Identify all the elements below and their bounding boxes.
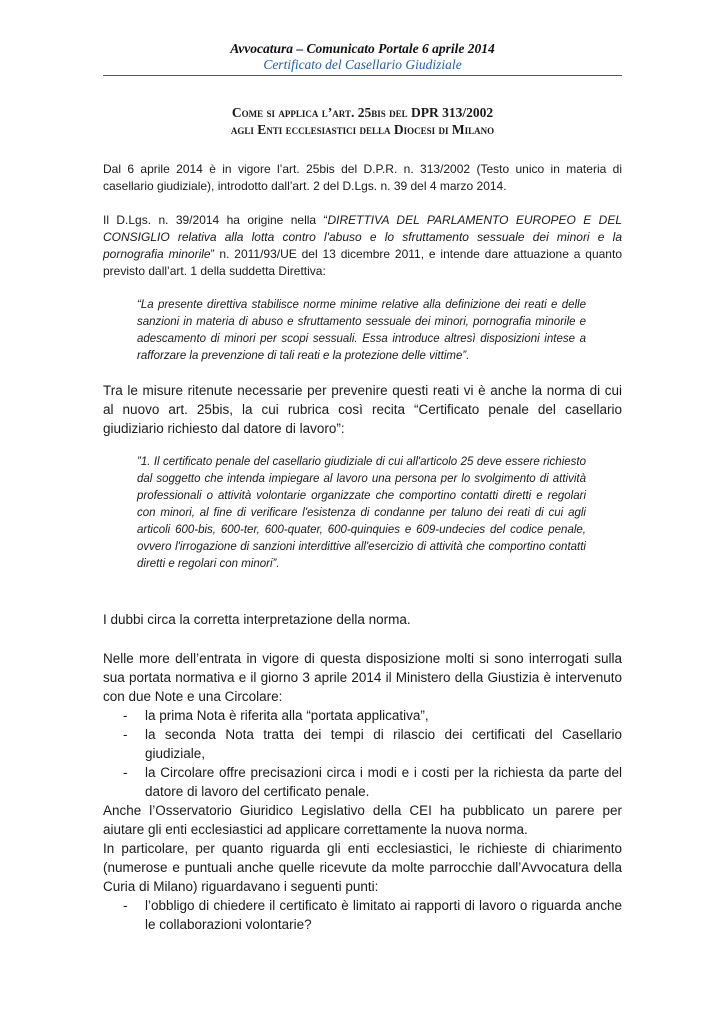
quote-article-25bis: ”1. Il certificato penale del casellario giudiziale di cui all'articolo 25 deve essere richiesto dal soggetto che intenda impiegare al lavoro una persona per lo svolgimento di attività professionali o attività volontarie organizzate che comportino contatti diretti e regolari con minori, al fine di verificare l'esistenza di condanne per taluno dei reati di cui agli articoli 600-bis, 600-ter, 600-quater, 600-quinquies e 609-undecies del codice penale, ovvero l'irrogazione di sanzioni interdittive all'esercizio di attività che comportino contatti diretti e regolari con minori”. [137, 456, 586, 570]
dash-bullet: - [123, 898, 128, 913]
paragraph-2-pre: Il D.Lgs. n. 39/2014 ha origine nella “ [103, 213, 328, 227]
dash-bullet: - [123, 708, 128, 723]
document-title [103, 104, 622, 138]
paragraph-2 [103, 212, 622, 280]
paragraph-3: Tra le misure ritenute necessarie per prevenire questi reati vi è anche la norma di cui al nuovo art. 25bis, la cui rubrica così recita “Certificato penale del casellario giudiziario richiesto dal datore di lavoro”: [103, 383, 622, 436]
header-line-1: Avvocatura – Comunicato Portale 6 aprile 2014 [230, 41, 495, 56]
paragraph-4: Nelle more dell’entrata in vigore di questa disposizione molti si sono interrogati sulla sua portata normativa e il giorno 3 aprile 2014 il Ministero della Giustizia è intervenuto con due Note e una Circolare: [103, 651, 622, 704]
list-item [103, 896, 622, 934]
title-line-2: agli Enti ecclesiastici della Diocesi di Milano [230, 122, 495, 137]
list-item-text: l’obbligo di chiedere il certificato è limitato ai rapporti di lavoro o riguarda anche le collaborazioni volontarie? [145, 898, 622, 932]
list-questions [103, 896, 622, 934]
paragraph-6: In particolare, per quanto riguarda gli enti ecclesiastici, le richieste di chiarimento (numerose e puntuali anche quelle ricevute da molte parrocchie dall’Avvocatura della Curia di Milano) riguardavano i seguenti punti: [103, 841, 622, 894]
paragraph-5: Anche l’Osservatorio Giuridico Legislativo della CEI ha pubblicato un parere per aiutare gli enti ecclesiastici ad applicare correttamente la nuova norma. [103, 803, 622, 837]
header-line-2: Certificato del Casellario Giudiziale [263, 57, 462, 72]
page-header [103, 41, 622, 73]
header-divider [103, 75, 622, 76]
list-item [103, 763, 622, 801]
title-line-1: Come si applica l’art. 25bis del DPR 313/2002 [231, 105, 494, 120]
paragraph-2-post: ” n. 2011/93/UE del 13 dicembre 2011, e intende dare attuazione a quanto previsto dall’art. 1 della suddetta Direttiva: [103, 247, 622, 278]
list-item [103, 706, 622, 725]
dash-bullet: - [123, 727, 128, 742]
list-ministry-documents [103, 706, 622, 801]
document-page [103, 0, 622, 934]
list-item [103, 725, 622, 763]
list-item-text: la Circolare offre precisazioni circa i modi e i costi per la richiesta da parte del datore di lavoro del certificato penale. [145, 765, 622, 799]
paragraph-1: Dal 6 aprile 2014 è in vigore l’art. 25bis del D.P.R. n. 313/2002 (Testo unico in materia di casellario giudiziale), introdotto dall’art. 2 del D.Lgs. n. 39 del 4 marzo 2014. [103, 162, 622, 193]
dash-bullet: - [123, 765, 128, 780]
section-heading: I dubbi circa la corretta interpretazione della norma. [103, 612, 411, 627]
directive-title: DIRETTIVA DEL PARLAMENTO EUROPEO E DEL CONSIGLIO relativa alla lotta contro l'abuso e lo sfruttamento sessuale dei minori e la pornografia minorile [103, 213, 623, 261]
list-item-text: la seconda Nota tratta dei tempi di rilascio dei certificati del Casellario giudiziale, [145, 727, 622, 761]
quote-directive: “La presente direttiva stabilisce norme minime relative alla definizione dei reati e delle sanzioni in materia di abuso e sfruttamento sessuale dei minori, pornografia minorile e adescamento di minori per scopi sessuali. Essa introduce altresì disposizioni intese a rafforzare la prevenzione di tali reati e la protezione delle vittime”. [137, 299, 586, 362]
list-item-text: la prima Nota è riferita alla “portata applicativa”, [145, 708, 429, 723]
